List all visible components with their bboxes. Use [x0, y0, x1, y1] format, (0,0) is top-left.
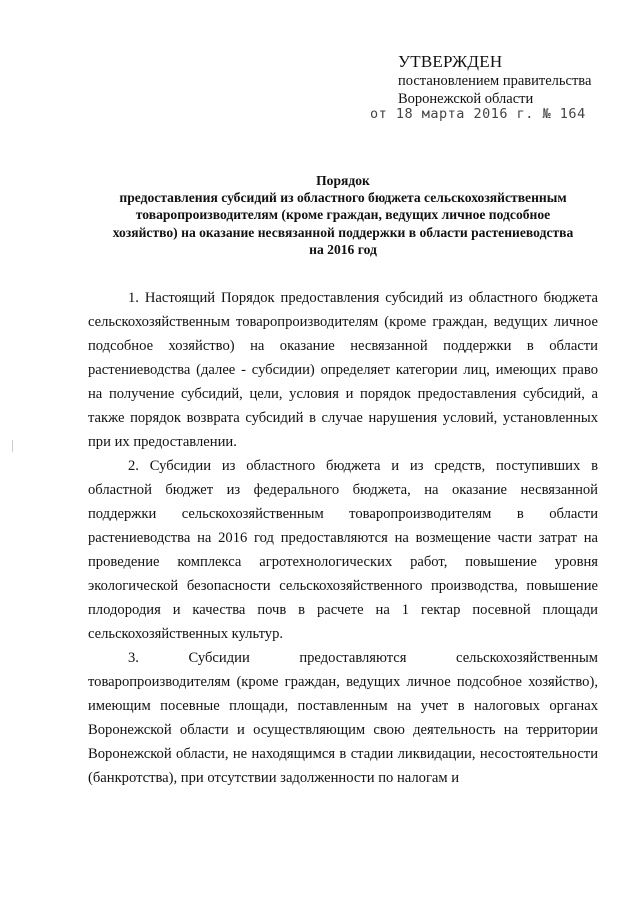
- approval-block: [370, 52, 628, 122]
- title-line-5: на 2016 год: [309, 241, 377, 257]
- title-line-2: предоставления субсидий из областного бюджета сельскохозяйственным: [119, 190, 567, 206]
- document-body: [88, 286, 598, 790]
- document-title: [80, 172, 606, 258]
- title-line-1: Порядок: [316, 173, 370, 188]
- scan-margin-mark: [12, 440, 13, 452]
- approval-line-resolution: постановлением правительства: [398, 73, 592, 89]
- paragraph-2: 2. Субсидии из областного бюджета и из средств, поступивших в областной бюджет из федерального бюджета, на оказание несвязанной поддержки сельскохозяйственным товаропроизводителям в области растениеводства на 2016 год предоставляются на возмещение части затрат на проведение комплекса агротехнологических работ, повышение уровня экологической безопасности сельскохозяйственного производства, повышение плодородия и качества почв в расчете на 1 гектар посевной площади сельскохозяйственных культур.: [88, 458, 598, 642]
- title-line-4: хозяйство) на оказание несвязанной поддержки в области растениеводства: [112, 224, 574, 240]
- approval-line-region: Воронежской области: [398, 91, 534, 107]
- paragraph-1: 1. Настоящий Порядок предоставления субсидий из областного бюджета сельскохозяйственным товаропроизводителям (кроме граждан, ведущих личное подсобное хозяйство) на оказание несвязанной поддержки в области растениеводства (далее - субсидии) определяет категории лиц, имеющих право на получение субсидий, цели, условия и порядок предоставления субсидий, а также порядок возврата субсидий в случае нарушения условий, установленных при их предоставлении.: [88, 290, 598, 450]
- title-line-3: товаропроизводителям (кроме граждан, ведущих личное подсобное: [135, 207, 551, 223]
- paragraph-3: 3. Субсидии предоставляются сельскохозяйственным товаропроизводителям (кроме граждан, ведущих личное подсобное хозяйство), имеющим посевные площади, поставленным на учет в налоговых органах Воронежской области и осуществляющим свою деятельность на территории Воронежской области, не находящимся в стадии ликвидации, несостоятельности (банкротства), при отсутствии задолженности по налогам и: [88, 650, 598, 786]
- approval-date: от 18 марта 2016 г. № 164: [370, 106, 586, 122]
- approval-heading: УТВЕРЖДЕН: [398, 52, 503, 71]
